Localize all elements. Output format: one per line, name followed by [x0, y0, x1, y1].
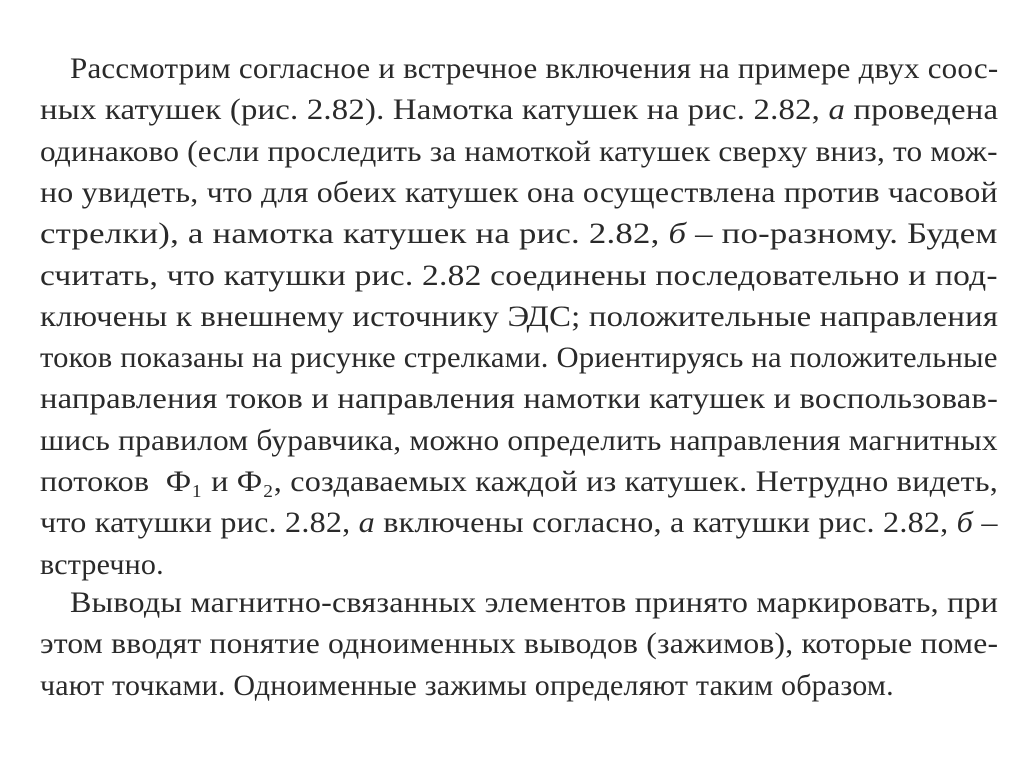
paragraph2-line [40, 627, 998, 661]
text-run: направления токов и направления намотки катушек и воспользовав- [40, 382, 999, 416]
text-run: – по-разному. Будем [686, 217, 998, 251]
text-run: б [956, 506, 974, 540]
paragraph1-line [40, 93, 998, 127]
paragraph1-line [40, 382, 998, 416]
text-run: ключены к внешнему источнику ЭДС; положительные направления [40, 299, 999, 333]
paragraph1-line [70, 52, 998, 86]
paragraph1-line [40, 135, 998, 169]
text-run: что катушки рис. 2.82, [40, 506, 359, 540]
paragraph2-line [40, 669, 894, 703]
paragraph2-line [70, 586, 998, 620]
text-run: но увидеть, что для обеих катушек она осуществлена против часовой [40, 175, 998, 209]
text-run: шись правилом буравчика, можно определить направления магнитных [40, 423, 998, 457]
text-run: Выводы магнитно-связанных элементов принято маркировать, при [70, 586, 999, 619]
paragraph1-line [40, 424, 998, 458]
text-run: включены согласно, а катушки рис. 2.82, [374, 506, 957, 540]
paragraph1-line [40, 176, 998, 210]
text-run: а [828, 93, 846, 127]
text-run: – [973, 506, 998, 540]
text-run: ных катушек (рис. 2.82). Намотка катушек на рис. 2.82, [40, 93, 829, 127]
text-run: Рассмотрим согласное и встречное включения на примере двух соос- [70, 52, 999, 85]
paragraph1-line [40, 506, 998, 540]
text-run: этом вводят понятие одноименных выводов (зажимов), которые поме- [40, 627, 999, 661]
text-run: токов показаны на рисунке стрелками. Ориентируясь на положительные [40, 341, 998, 375]
text-run: потоков Ф₁ и Ф₂, создаваемых каждой из катушек. Нетрудно видеть, [40, 465, 999, 498]
text-run: считать, что катушки рис. 2.82 соединены последовательно и под- [40, 258, 998, 292]
paragraph1-line [40, 217, 998, 251]
paragraph1-line [40, 341, 998, 375]
text-run: встречно. [40, 547, 164, 581]
text-run: проведена [845, 93, 999, 127]
paragraph1-line [40, 548, 164, 582]
text-run: а [358, 506, 375, 540]
text-run: чают точками. Одноименные зажимы определяют таким образом. [40, 668, 894, 702]
paragraph1-line [40, 300, 998, 334]
text-run: б [668, 217, 687, 251]
paragraph1-line [40, 259, 998, 293]
text-run: стрелки), а намотка катушек на рис. 2.82, [40, 217, 669, 251]
paragraph1-line [40, 465, 998, 499]
text-run: одинаково (если проследить за намоткой катушек сверху вниз, то мож- [40, 134, 998, 168]
